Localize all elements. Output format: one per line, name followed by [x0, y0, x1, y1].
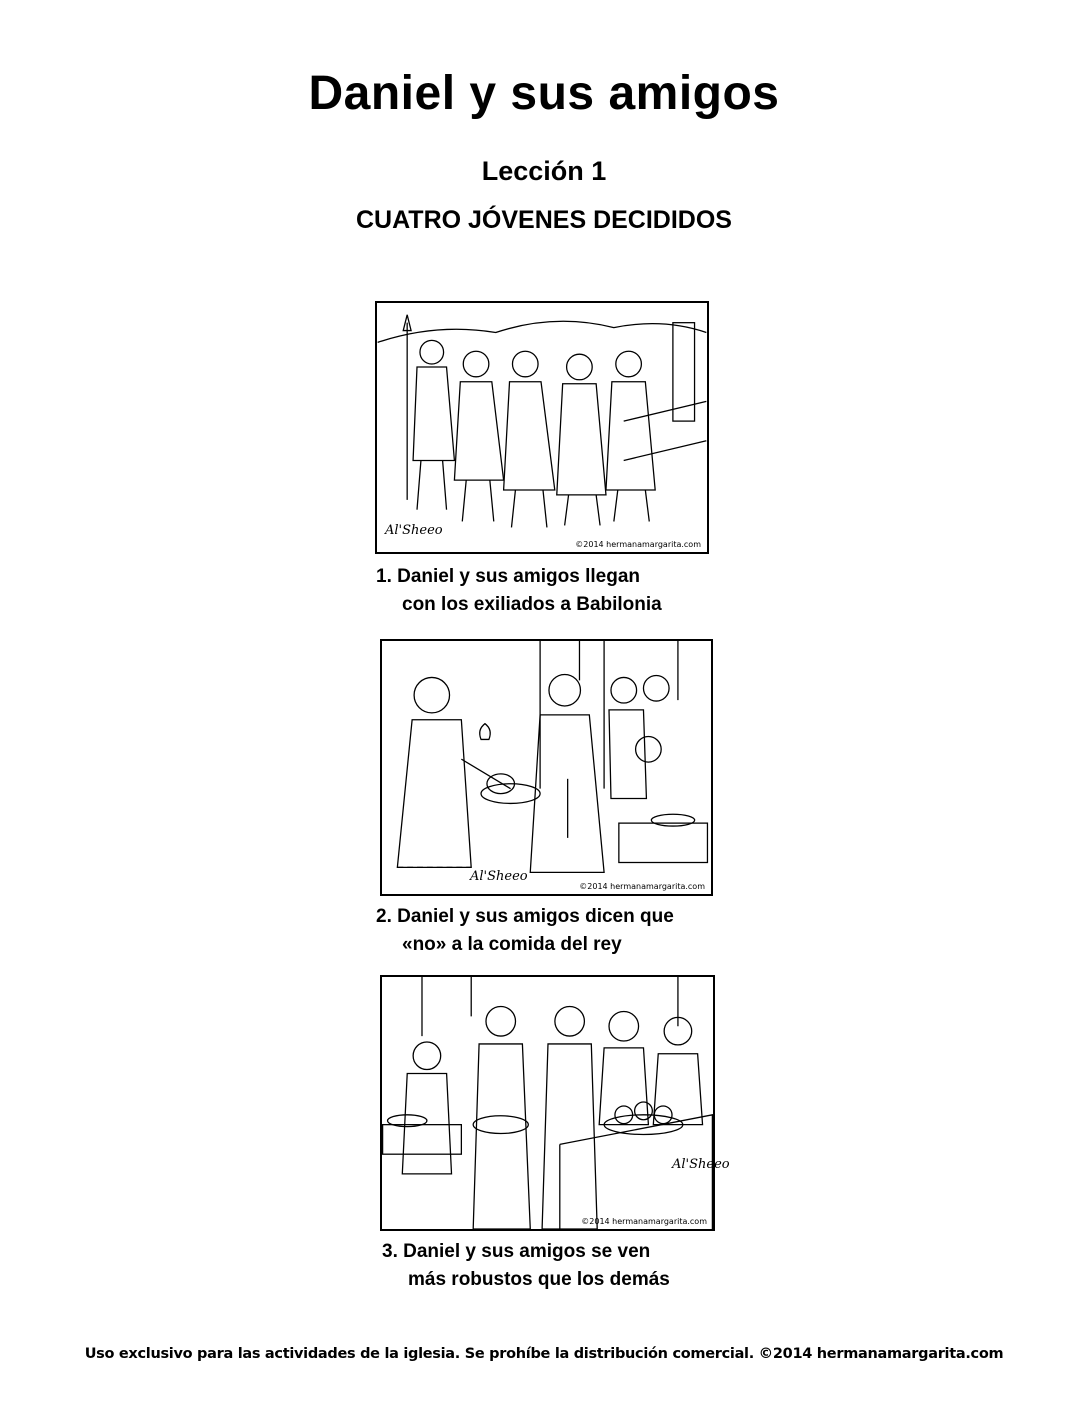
caption-2 [376, 903, 674, 959]
caption-1 [376, 563, 662, 619]
artist-signature: Al'Sheeo [672, 1157, 730, 1172]
caption-1-line-1: 1. Daniel y sus amigos llegan [376, 566, 640, 587]
caption-3-line-1: 3. Daniel y sus amigos se ven [382, 1241, 651, 1262]
lesson-subtitle: CUATRO JÓVENES DECIDIDOS [356, 206, 732, 234]
caption-2-line-2: «no» a la comida del rey [402, 934, 622, 955]
page-title: Daniel y sus amigos [308, 67, 780, 120]
caption-3-line-2: más robustos que los demás [408, 1269, 670, 1290]
illustration-panel-2 [380, 639, 713, 896]
illustration-panel-1 [375, 301, 709, 554]
exiles-arriving-drawing [377, 303, 707, 552]
copyright-credit: ©2014 hermanamargarita.com [581, 1217, 707, 1226]
caption-3 [382, 1238, 670, 1294]
lesson-number: Lección 1 [481, 156, 607, 186]
footer-notice: Uso exclusivo para las actividades de la iglesia. Se prohíbe la distribución comercial. ©2014 hermanamargarita.com [84, 1346, 1004, 1362]
artist-signature: Al'Sheeo [385, 523, 443, 538]
copyright-credit: ©2014 hermanamargarita.com [575, 540, 701, 549]
caption-2-line-1: 2. Daniel y sus amigos dicen que [376, 906, 674, 927]
copyright-credit: ©2014 hermanamargarita.com [579, 882, 705, 891]
caption-1-line-2: con los exiliados a Babilonia [402, 594, 662, 615]
illustration-panel-3 [380, 975, 730, 1231]
artist-signature: Al'Sheeo [470, 869, 528, 884]
healthier-friends-drawing [382, 977, 713, 1229]
refusing-royal-food-drawing [382, 641, 711, 894]
